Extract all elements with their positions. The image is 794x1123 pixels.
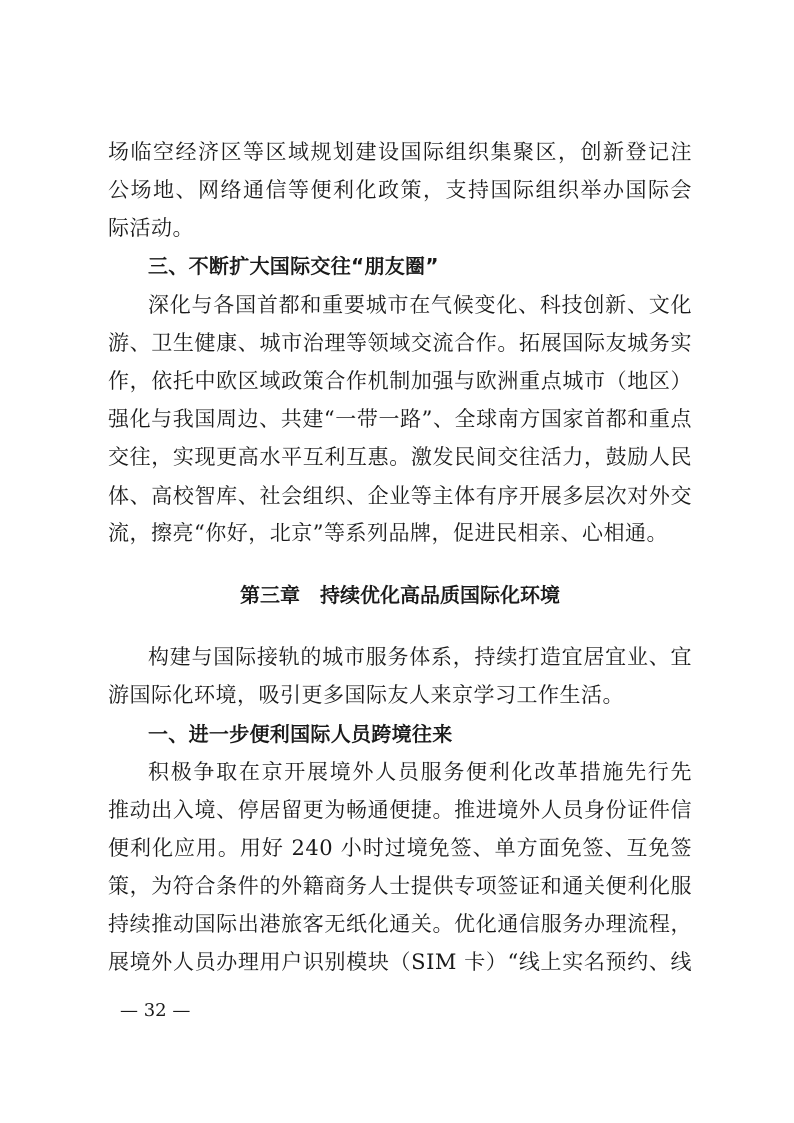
chapter-title: 第三章 持续优化高品质国际化环境 (240, 583, 560, 607)
paragraph-line: 推动出入境、停居留更为畅通便捷。推进境外人员身份证件信 (108, 798, 692, 822)
paragraph-line: 流，擦亮“你好，北京”等系列品牌，促进民相亲、心相通。 (108, 521, 668, 545)
page-number: — 32 — (120, 1000, 191, 1021)
paragraph-line: 深化与各国首都和重要城市在气候变化、科技创新、文化 (148, 293, 692, 317)
paragraph-line: 持续推动国际出港旅客无纸化通关。优化通信服务办理流程， (108, 912, 692, 936)
paragraph-line: 展境外人员办理用户识别模块（SIM 卡）“线上实名预约、线 (108, 950, 692, 974)
paragraph-line: 构建与国际接轨的城市服务体系，持续打造宜居宜业、宜 (148, 645, 692, 669)
paragraph-line: 策，为符合条件的外籍商务人士提供专项签证和通关便利化服 (108, 874, 692, 898)
paragraph-line: 交往，实现更高水平互利互惠。激发民间交往活力，鼓励人民 (108, 445, 692, 469)
paragraph-line: 体、高校智库、社会组织、企业等主体有序开展多层次对外交 (108, 484, 692, 508)
paragraph-line: 场临空经济区等区域规划建设国际组织集聚区，创新登记注 (108, 140, 692, 164)
paragraph-line: 作，依托中欧区域政策合作机制加强与欧洲重点城市（地区） (108, 369, 692, 393)
paragraph-line: 强化与我国周边、共建“一带一路”、全球南方国家首都和重点 (108, 407, 692, 431)
paragraph-line: 游国际化环境，吸引更多国际友人来京学习工作生活。 (108, 683, 624, 707)
section-heading: 三、不断扩大国际交往“朋友圈” (148, 254, 439, 278)
paragraph-line: 际活动。 (108, 216, 194, 240)
paragraph-line: 公场地、网络通信等便利化政策，支持国际组织举办国际会 (108, 178, 692, 202)
section-heading: 一、进一步便利国际人员跨境往来 (148, 722, 453, 746)
paragraph-line: 便利化应用。用好 240 小时过境免签、单方面免签、互免签 (108, 836, 692, 860)
paragraph-line: 游、卫生健康、城市治理等领域交流合作。拓展国际友城务实 (108, 331, 692, 355)
paragraph-line: 积极争取在京开展境外人员服务便利化改革措施先行先 (148, 760, 692, 784)
